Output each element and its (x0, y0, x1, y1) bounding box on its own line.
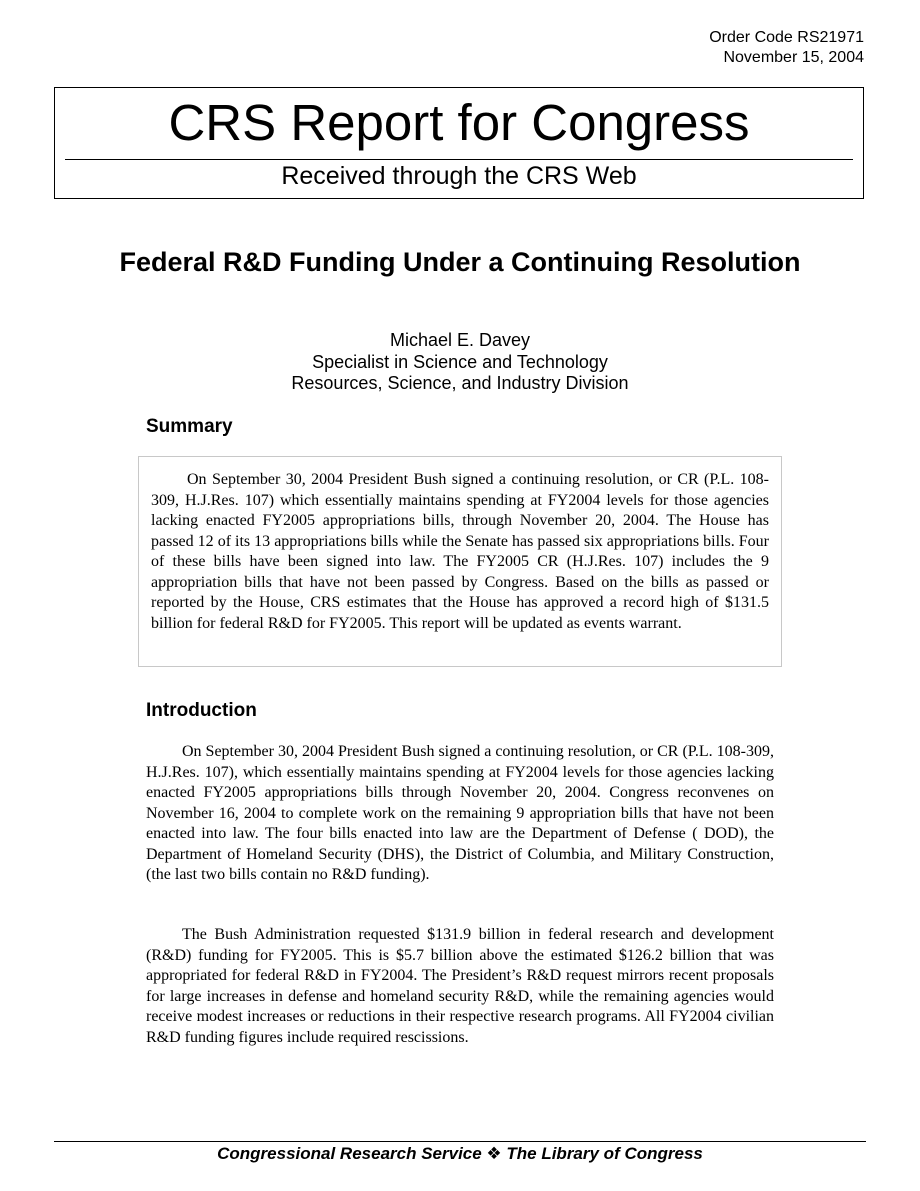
author-name: Michael E. Davey (389, 330, 531, 350)
author-title: Specialist in Science and Technology (312, 351, 608, 372)
author-block (100, 330, 820, 395)
order-info (709, 28, 864, 68)
report-title: Federal R&D Funding Under a Continuing Resolution (119, 247, 801, 277)
masthead-divider (65, 159, 853, 160)
masthead-box (54, 87, 864, 199)
order-code: Order Code RS21971 (709, 29, 864, 46)
report-date: November 15, 2004 (723, 49, 864, 66)
summary-box (138, 456, 782, 667)
introduction-paragraph: The Bush Administration requested $131.9 billion in federal research and development (R&D) funding for FY2005. This is $5.7 billion above the estimated $126.2 billion that was appropriated for federal R&D in FY2004. The President’s R&D request mirrors recent proposals for large increases in defense and homeland security R&D, while the remaining agencies would receive modest increases or reductions in their respective research programs. All FY2004 civilian R&D funding figures include required rescissions. (146, 926, 774, 1046)
summary-heading: Summary (146, 416, 233, 437)
footer-divider (54, 1141, 866, 1142)
author-division: Resources, Science, and Industry Division (291, 373, 629, 393)
masthead-title: CRS Report for Congress (168, 94, 750, 151)
summary-text: On September 30, 2004 President Bush signed a continuing resolution, or CR (P.L. 108-309, H.J.Res. 107) which essentially maintains spending at FY2004 levels for those agencies lacking enacted FY2005 appropriations bills, through November 20, 2004. The House has passed 12 of its 13 appropriations bills while the Senate has passed six appropriations bills. Four of these bills have been signed into law. The FY2005 CR (H.J.Res. 107) includes the 9 appropriation bills that have not been passed by Congress. Based on the bills as passed or reported by the House, CRS estimates that the House has approved a record high of $131.5 billion for federal R&D for FY2005. This report will be updated as events warrant. (151, 471, 769, 632)
introduction-heading: Introduction (146, 700, 257, 721)
masthead-subtitle: Received through the CRS Web (281, 162, 637, 190)
introduction-paragraph: On September 30, 2004 President Bush signed a continuing resolution, or CR (P.L. 108-309, H.J.Res. 107), which essentially maintains spending at FY2004 levels for those agencies lacking enacted FY2005 appropriations bills through November 20, 2004. Congress reconvenes on November 16, 2004 to complete work on the remaining 9 appropriation bills that have not been enacted into law. The four bills enacted into law are the Department of Defense ( DOD), the Department of Homeland Security (DHS), the District of Columbia, and Military Construction, (the last two bills contain no R&D funding). (146, 743, 774, 883)
page-footer: Congressional Research Service ❖ The Library of Congress (217, 1144, 703, 1163)
